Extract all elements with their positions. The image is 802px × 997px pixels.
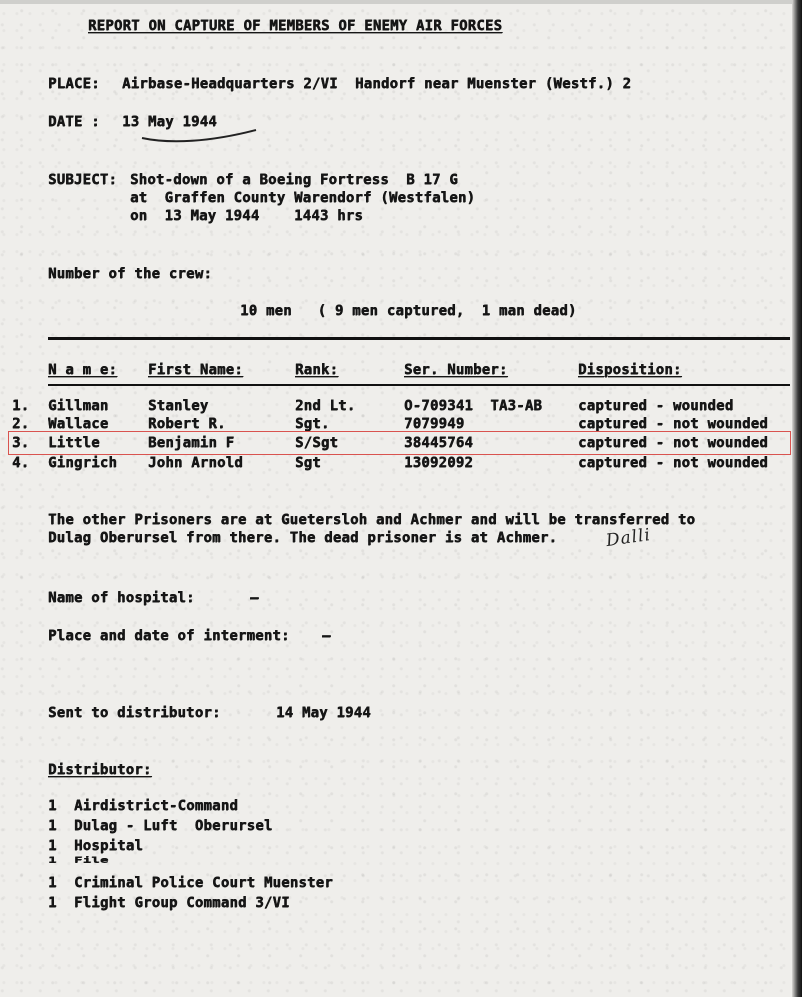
handwritten-note: Dalli [604, 524, 653, 552]
hospital-value: — [250, 590, 259, 606]
other-prisoners-line-1: The other Prisoners are at Guetersloh and Achmer and will be transferred to [48, 512, 696, 528]
header-name: N a m e: [48, 362, 118, 378]
distributor-count: 1 [48, 798, 57, 814]
distributor-item: Dulag - Luft Oberursel [74, 818, 273, 834]
distributor-count: 1 [48, 856, 57, 865]
distributor-count: 1 [48, 818, 57, 834]
crew-rank: Sgt. [295, 416, 330, 432]
subject-label: SUBJECT: [48, 172, 118, 188]
row-number: 4. [12, 455, 30, 471]
crew-disposition: captured - not wounded [578, 455, 768, 471]
date-label: DATE : [48, 114, 100, 130]
crew-first-name: Robert R. [148, 416, 226, 432]
crew-rank: 2nd Lt. [295, 398, 356, 414]
distributor-count: 1 [48, 875, 57, 891]
place-label: PLACE: [48, 76, 100, 92]
row-number: 2. [12, 416, 30, 432]
row-number: 1. [12, 398, 30, 414]
crew-disposition: captured - wounded [578, 398, 734, 414]
header-rank: Rank: [295, 362, 339, 378]
row-number: 3. [12, 435, 30, 451]
header-serial: Ser. Number: [404, 362, 508, 378]
crew-serial: 38445764 [404, 435, 474, 451]
subject-line-1: Shot-down of a Boeing Fortress B 17 G [130, 172, 458, 188]
crew-name: Little [48, 435, 100, 451]
crew-name: Gillman [48, 398, 109, 414]
crew-rank: S/Sgt [295, 435, 339, 451]
crew-label: Number of the crew: [48, 266, 212, 282]
distributor-item: Flight Group Command 3/VI [74, 895, 290, 911]
header-first-name: First Name: [148, 362, 243, 378]
crew-first-name: Benjamin F [148, 435, 235, 451]
distributor-item: Airdistrict-Command [74, 798, 238, 814]
scan-top-edge [0, 0, 802, 4]
sent-label: Sent to distributor: [48, 705, 221, 721]
subject-line-3: on 13 May 1944 1443 hrs [130, 208, 363, 224]
crew-name: Gingrich [48, 455, 118, 471]
place-value: Airbase-Headquarters 2/VI Handorf near Muenster (Westf.) 2 [122, 76, 632, 92]
interment-label: Place and date of interment: [48, 628, 290, 644]
date-value: 13 May 1944 [122, 114, 217, 130]
distributor-item: File [74, 856, 109, 865]
subject-line-2: at Graffen County Warendorf (Westfalen) [130, 190, 476, 206]
table-header-rule [48, 384, 790, 386]
crew-disposition: captured - not wounded [578, 416, 768, 432]
interment-value: — [322, 628, 331, 644]
crew-serial: 7079949 [404, 416, 465, 432]
crew-serial: 13092092 [404, 455, 474, 471]
distributor-heading: Distributor: [48, 762, 152, 778]
crew-summary: 10 men ( 9 men captured, 1 man dead) [240, 303, 577, 319]
hospital-label: Name of hospital: [48, 590, 195, 606]
scan-right-edge [792, 0, 802, 997]
crew-first-name: Stanley [148, 398, 209, 414]
other-prisoners-line-2: Dulag Oberursel from there. The dead prisoner is at Achmer. [48, 530, 558, 546]
pencil-underline [140, 124, 258, 146]
header-disposition: Disposition: [578, 362, 682, 378]
crew-name: Wallace [48, 416, 109, 432]
distributor-count: 1 [48, 838, 57, 854]
distributor-item: Criminal Police Court Muenster [74, 875, 333, 891]
table-top-rule [48, 337, 790, 340]
crew-serial: O-709341 TA3-AB [404, 398, 543, 414]
crew-rank: Sgt [295, 455, 321, 471]
report-title: REPORT ON CAPTURE OF MEMBERS OF ENEMY AIR FORCES [88, 18, 503, 34]
distributor-count: 1 [48, 895, 57, 911]
sent-date: 14 May 1944 [276, 705, 371, 721]
distributor-item: Hospital [74, 838, 144, 854]
crew-first-name: John Arnold [148, 455, 243, 471]
crew-disposition: captured - not wounded [578, 435, 768, 451]
